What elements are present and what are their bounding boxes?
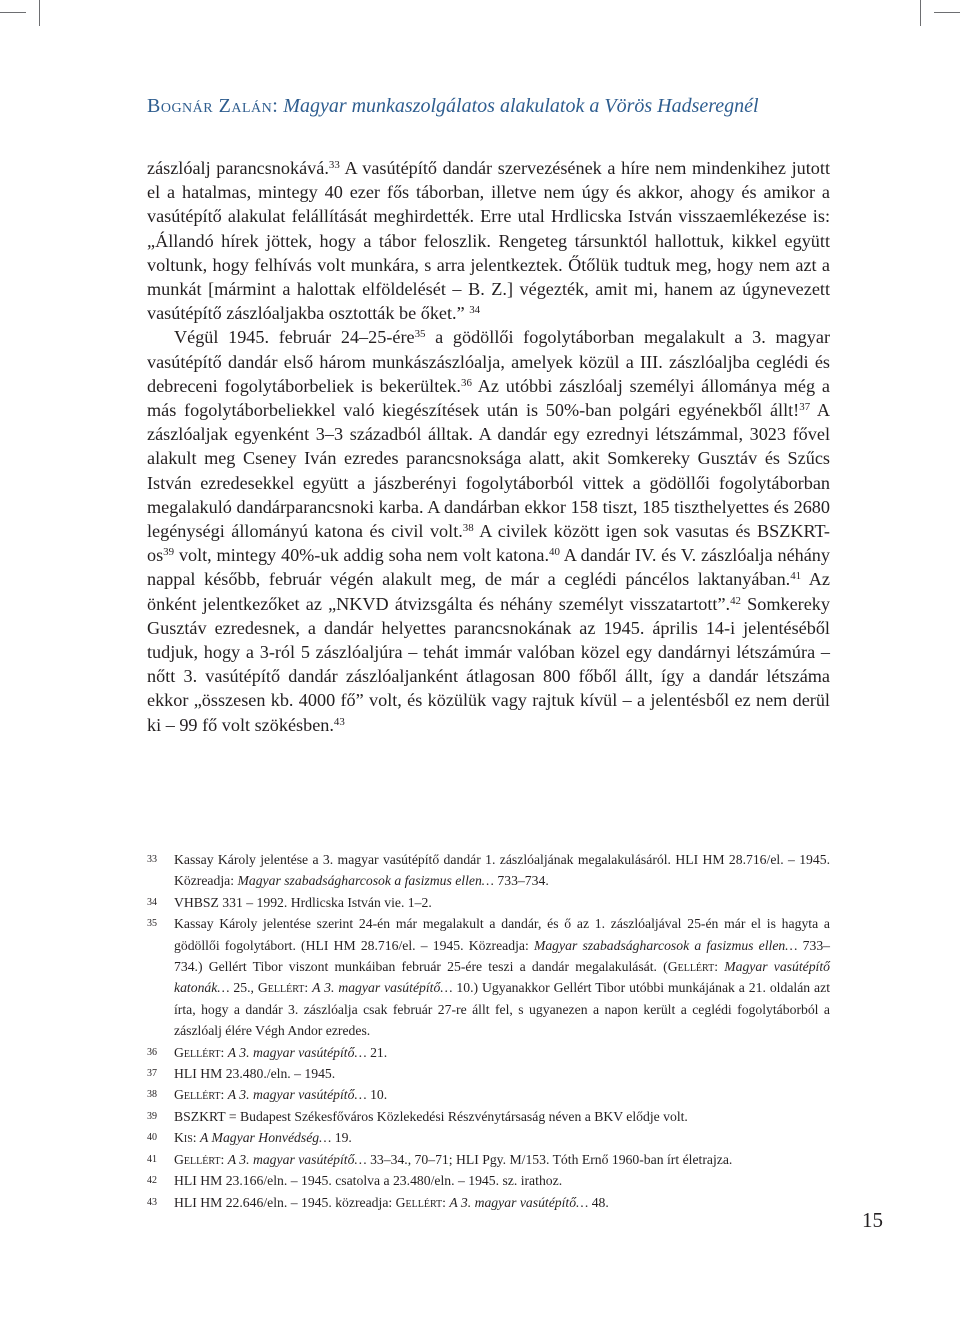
footnote-number: 42 xyxy=(147,1175,157,1187)
footnote-ref[interactable]: 37 xyxy=(799,401,811,414)
footnote-text: HLI HM 23.480./eln. – 1945. xyxy=(174,1066,336,1082)
work-title: A 3. magyar vasútépítő… xyxy=(312,980,453,996)
text-run: HLI HM 22.646/eln. – 1945. közreadja: xyxy=(174,1194,396,1210)
text-run: Somkereky Gusztáv ezredesnek, a dandár helyettes parancsnokának az 1945. április 14-i jelentéséből tudjuk, hogy a 3-ról 5 zászlóaljúra – tehát immár valóban közel egy dandárnyi létszámúra – nőtt 3. vasútépítő dandár zászlóaljanként átlagosan 800 főből állt, így a dandár létszáma ekkor „összesen kb. 4000 fő” volt, és közülük vagy rajtuk kívül – a jelentésből ez nem derül ki – 99 fő volt szökésben. xyxy=(147,593,830,735)
header-author: Bognár Zalán: xyxy=(147,95,279,117)
author-name: Gellért: xyxy=(174,1151,225,1167)
footnote-number: 35 xyxy=(147,918,157,930)
crop-mark xyxy=(39,0,40,26)
text-run: 21. xyxy=(366,1044,388,1060)
text-run: volt, mintegy 40%-uk addig soha nem volt katona. xyxy=(174,545,550,566)
footnote-ref[interactable]: 42 xyxy=(730,594,741,607)
text-run: Az önként jelentkezőket az „NKVD átvizsgálta és néhány személyt visszatartott”. xyxy=(147,569,830,614)
text-run: 19. xyxy=(331,1130,352,1146)
body-text xyxy=(147,156,830,737)
text-run: A dandár IV. és V. zászlóalja néhány nappal később, február végén alakult meg, de már a ceglédi páncélos laktanyában. xyxy=(147,545,830,590)
text-run: Végül 1945. február 24–25-ére xyxy=(174,327,415,348)
text-run: A zászlóaljak egyenként 3–3 századból álltak. A dandár egy ezrednyi létszámmal, 3023 fővel alakult meg Cseney Iván ezredes parancsnoksága alatt, akit Somkereky Gusztáv és Szűcs István ezredesekkel együtt a jászberényi fogolytáborból vittek a gödöllői fogolytáborban megalakuló dandárparancsnoki karba. A dandárban ekkor 158 tiszt, 185 tiszthelyettes és 2680 legénységi állományú katona és civil volt. xyxy=(147,400,830,542)
text-run: 33–34., 70–71; HLI Pgy. M/153. Tóth Ernő 1960-ban írt életrajza. xyxy=(366,1151,733,1167)
crop-mark xyxy=(934,12,960,13)
header-title: Magyar munkaszolgálatos alakulatok a Vörös Hadseregnél xyxy=(283,95,759,117)
footnote-number: 39 xyxy=(147,1110,157,1122)
footnote-ref[interactable]: 35 xyxy=(414,328,426,341)
footnote-ref[interactable]: 36 xyxy=(460,376,472,389)
footnote-text xyxy=(174,1042,830,1063)
paragraph xyxy=(147,325,830,736)
work-title: A 3. magyar vasútépítő… xyxy=(227,1087,367,1103)
author-name: Kis: xyxy=(174,1130,197,1146)
text-run: Kassay Károly jelentése szerint 24-én már megalakult a dandár, és ő az 1. zászlóaljával 25-én már el is hagyta a gödöllői fogolytábort. (HLI HM 28.716/el. – 1945. Közreadja: xyxy=(174,916,830,953)
crop-mark xyxy=(920,0,921,26)
footnote-ref[interactable]: 41 xyxy=(790,570,802,583)
footnote xyxy=(147,913,830,1041)
footnote-number: 37 xyxy=(147,1068,157,1080)
text-run: 733–734.) Gellért Tibor viszont munkáiban február 25-ére teszi a dandár megalakulását. ( xyxy=(174,937,830,975)
footnote-text xyxy=(174,1192,830,1213)
author-name: Gellért: xyxy=(395,1194,446,1210)
footnote-text: BSZKRT = Budapest Székesfőváros Közlekedési Részvénytársaság néven a BKV elődje volt. xyxy=(174,1108,688,1124)
footnote-number: 33 xyxy=(147,854,157,865)
running-header xyxy=(147,95,867,118)
author-name: Gellért: xyxy=(174,1044,225,1060)
text-run: 25., xyxy=(229,980,258,996)
work-title: A 3. magyar vasútépítő… xyxy=(449,1194,589,1210)
work-title: Magyar szabadságharcosok a fasizmus ellen… xyxy=(533,937,798,953)
text-run: 733–734. xyxy=(493,873,549,889)
footnote-number: 40 xyxy=(147,1132,157,1144)
footnote xyxy=(147,1106,830,1127)
footnote xyxy=(147,1170,830,1191)
text-run: Kassay Károly jelentése a 3. magyar vasútépítő dandár 1. zászlóaljának megalakulásáról. HLI HM 28.716/el. – 1945. Közreadja: xyxy=(174,852,830,889)
work-title: Magyar vasútépítő katonák… xyxy=(174,959,830,996)
footnote xyxy=(147,1084,830,1105)
text-run: a gödöllői fogolytáborban megalakult a 3. magyar vasútépítő dandár első három munkászászlóalja, amelyek közül a III. zászlóaljba ceglédi és debreceni fogolytáborbeliek is bekerültek. xyxy=(147,327,830,396)
footnote xyxy=(147,1127,830,1148)
work-title: Magyar szabadságharcosok a fasizmus ellen… xyxy=(237,873,494,889)
footnote-number: 36 xyxy=(147,1046,157,1058)
work-title: A 3. magyar vasútépítő… xyxy=(227,1044,367,1060)
author-name: Gellért: xyxy=(174,1087,225,1103)
text-run: zászlóalj parancsnokává. xyxy=(147,158,329,178)
footnote-ref[interactable]: 33 xyxy=(328,159,340,171)
footnote-ref[interactable]: 40 xyxy=(549,546,560,559)
footnote-number: 43 xyxy=(147,1196,157,1208)
footnote-ref[interactable]: 38 xyxy=(462,522,474,535)
text-run: 10. xyxy=(366,1087,388,1103)
footnote-number: 38 xyxy=(147,1089,157,1101)
footnotes xyxy=(147,849,830,1213)
footnote-text xyxy=(174,913,830,1041)
text-run: 10.) Ugyanakkor Gellért Tibor utóbbi munkájának a 21. oldalán azt írta, hogy a dandár 3. zászlóalja csak február 27-re állt fel, s ugyanezen a napon került a ceglédi fogolytáborból a zászlóalj élére Végh Andor ezredes. xyxy=(174,980,830,1039)
footnote-number: 34 xyxy=(147,896,157,908)
footnote xyxy=(147,892,830,913)
footnote-number: 41 xyxy=(147,1153,157,1165)
author-name: Gellért: xyxy=(667,959,719,975)
footnote-text xyxy=(174,1127,830,1148)
footnote xyxy=(147,1042,830,1063)
footnote-text xyxy=(174,849,830,892)
footnote-ref[interactable]: 43 xyxy=(333,715,345,728)
paragraph xyxy=(147,156,830,325)
crop-mark xyxy=(0,12,26,13)
text-run: Az utóbbi zászlóalj személyi állománya még a más fogolytáborbeliekkel való kiegészítések után is 50%-ban polgári egyénekből állt! xyxy=(147,375,830,421)
footnote-ref[interactable]: 34 xyxy=(469,304,481,317)
footnote xyxy=(147,1149,830,1170)
footnote xyxy=(147,849,830,892)
text-run: A vasútépítő dandár szervezésének a híre nem mindenkihez jutott el a hatalmas, mintegy 40 ezer fős táborban, illetve nem úgy és akkor, ahogy és amikor a vasútépítő alakulat felállítását meghirdették. Erre utal Hrdlicska István visszaemlékezése is: „Állandó hírek jöttek, hogy a tábor feloszlik. Rengeteg társunktól hallottuk, kikkel együtt voltunk, hogy felhívás volt munkára, s arra jelentkeztek. Őtőlük tudtuk meg, hogy nem azt a munkát [mármint a halottak elföldelését – B. Z.] végezték, amit mi, hanem az úgynevezett vasútépítő zászlóaljakba osztották be őket.” xyxy=(147,158,830,324)
footnote-ref[interactable]: 39 xyxy=(163,546,175,559)
footnote-text xyxy=(174,1149,830,1170)
page-number: 15 xyxy=(862,1208,883,1232)
footnote-text xyxy=(174,1084,830,1105)
work-title: A 3. magyar vasútépítő… xyxy=(227,1151,367,1167)
footnote xyxy=(147,1063,830,1084)
footnote-text: VHBSZ 331 – 1992. Hrdlicska István vie. 1–2. xyxy=(174,894,432,910)
footnote xyxy=(147,1192,830,1213)
text-run: 48. xyxy=(588,1194,609,1210)
work-title: A Magyar Honvédség… xyxy=(200,1130,332,1146)
footnote-text: HLI HM 23.166/eln. – 1945. csatolva a 23.480/eln. – 1945. sz. irathoz. xyxy=(174,1173,563,1189)
text-run: A civilek között igen sok vasutas és BSZKRT-os xyxy=(147,521,830,566)
author-name: Gellért: xyxy=(257,980,309,996)
